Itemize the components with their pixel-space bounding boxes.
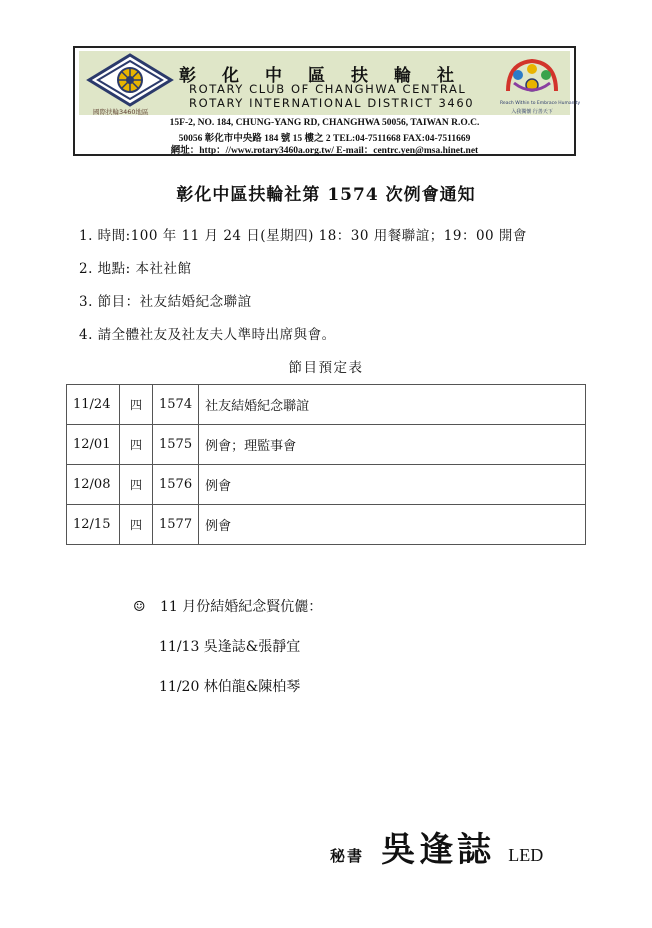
anniversary-entry: 11/20 林伯龍&陳柏琴 (159, 679, 301, 695)
address-cn-contact: 50056 彰化市中央路 184 號 15 樓之 2 TEL:04-7511668 FAX:04-7511669 (178, 134, 471, 144)
schedule-table (66, 384, 586, 545)
anniversary-heading-row (133, 596, 322, 616)
row-meeting-number: 1575 (153, 425, 199, 465)
page-title: 彰化中區扶輪社第 1574 次例會通知 (176, 185, 476, 205)
table-row (67, 385, 586, 425)
signature-initials: LED (508, 845, 544, 865)
row-date: 12/01 (67, 425, 120, 465)
signature-block (330, 822, 543, 871)
web-email: 網址：http：//www.rotary3460a.org.tw/ E-mail：centrc.yen@msa.hinet.net (170, 146, 479, 156)
table-row (67, 505, 586, 545)
theme-caption-cn: 入我獨懷 行善天下 (511, 109, 553, 115)
row-date: 12/15 (67, 505, 120, 545)
theme-logo (500, 53, 581, 117)
club-name-en: ROTARY CLUB OF CHANGHWA CENTRAL (189, 82, 467, 96)
info-location: 2. 地點: 本社社館 (79, 261, 192, 277)
address-en: 15F-2, NO. 184, CHUNG-YANG RD, CHANGHWA 50056, TAIWAN R.O.C. (169, 118, 480, 128)
row-meeting-number: 1576 (153, 465, 199, 505)
info-program: 3. 節目：社友結婚紀念聯誼 (79, 294, 252, 310)
logo-caption: 國際扶輪3460地區 (93, 108, 149, 116)
row-program: 例會 (199, 505, 586, 545)
letterhead-banner (79, 51, 581, 116)
row-day: 四 (120, 385, 153, 425)
row-meeting-number: 1577 (153, 505, 199, 545)
theme-caption-en: Reach Within to Embrace Humanity (500, 101, 581, 106)
row-program: 社友結婚紀念聯誼 (199, 385, 586, 425)
signature-label: 秘書 (330, 847, 365, 865)
district-name-en: ROTARY INTERNATIONAL DISTRICT 3460 (189, 96, 475, 110)
table-row (67, 425, 586, 465)
signature-name: 吳逢誌 (381, 830, 496, 870)
row-program: 例會 (199, 465, 586, 505)
anniversary-entry: 11/13 吳逢誌&張靜宜 (159, 639, 301, 655)
row-day: 四 (120, 505, 153, 545)
rotary-wheel-icon (85, 53, 175, 107)
row-date: 12/08 (67, 465, 120, 505)
district-logo (85, 53, 175, 117)
row-date: 11/24 (67, 385, 120, 425)
theme-emblem-icon (500, 53, 564, 101)
info-time: 1. 時間:100 年 11 月 24 日(星期四) 18：30 用餐聯誼；19：00 開會 (79, 228, 527, 244)
info-attendance: 4. 請全體社友及社友夫人準時出席與會。 (79, 327, 336, 343)
row-day: 四 (120, 425, 153, 465)
row-meeting-number: 1574 (153, 385, 199, 425)
row-day: 四 (120, 465, 153, 505)
row-program: 例會；理監事會 (199, 425, 586, 465)
club-name-cn: 彰化中區扶輪社 (179, 66, 480, 86)
table-row (67, 465, 586, 505)
smiley-icon: ☺ (133, 599, 146, 615)
letterhead (73, 46, 581, 156)
anniversary-heading: 11 月份結婚紀念賢伉儷： (160, 599, 323, 615)
schedule-title: 節目預定表 (288, 360, 364, 376)
